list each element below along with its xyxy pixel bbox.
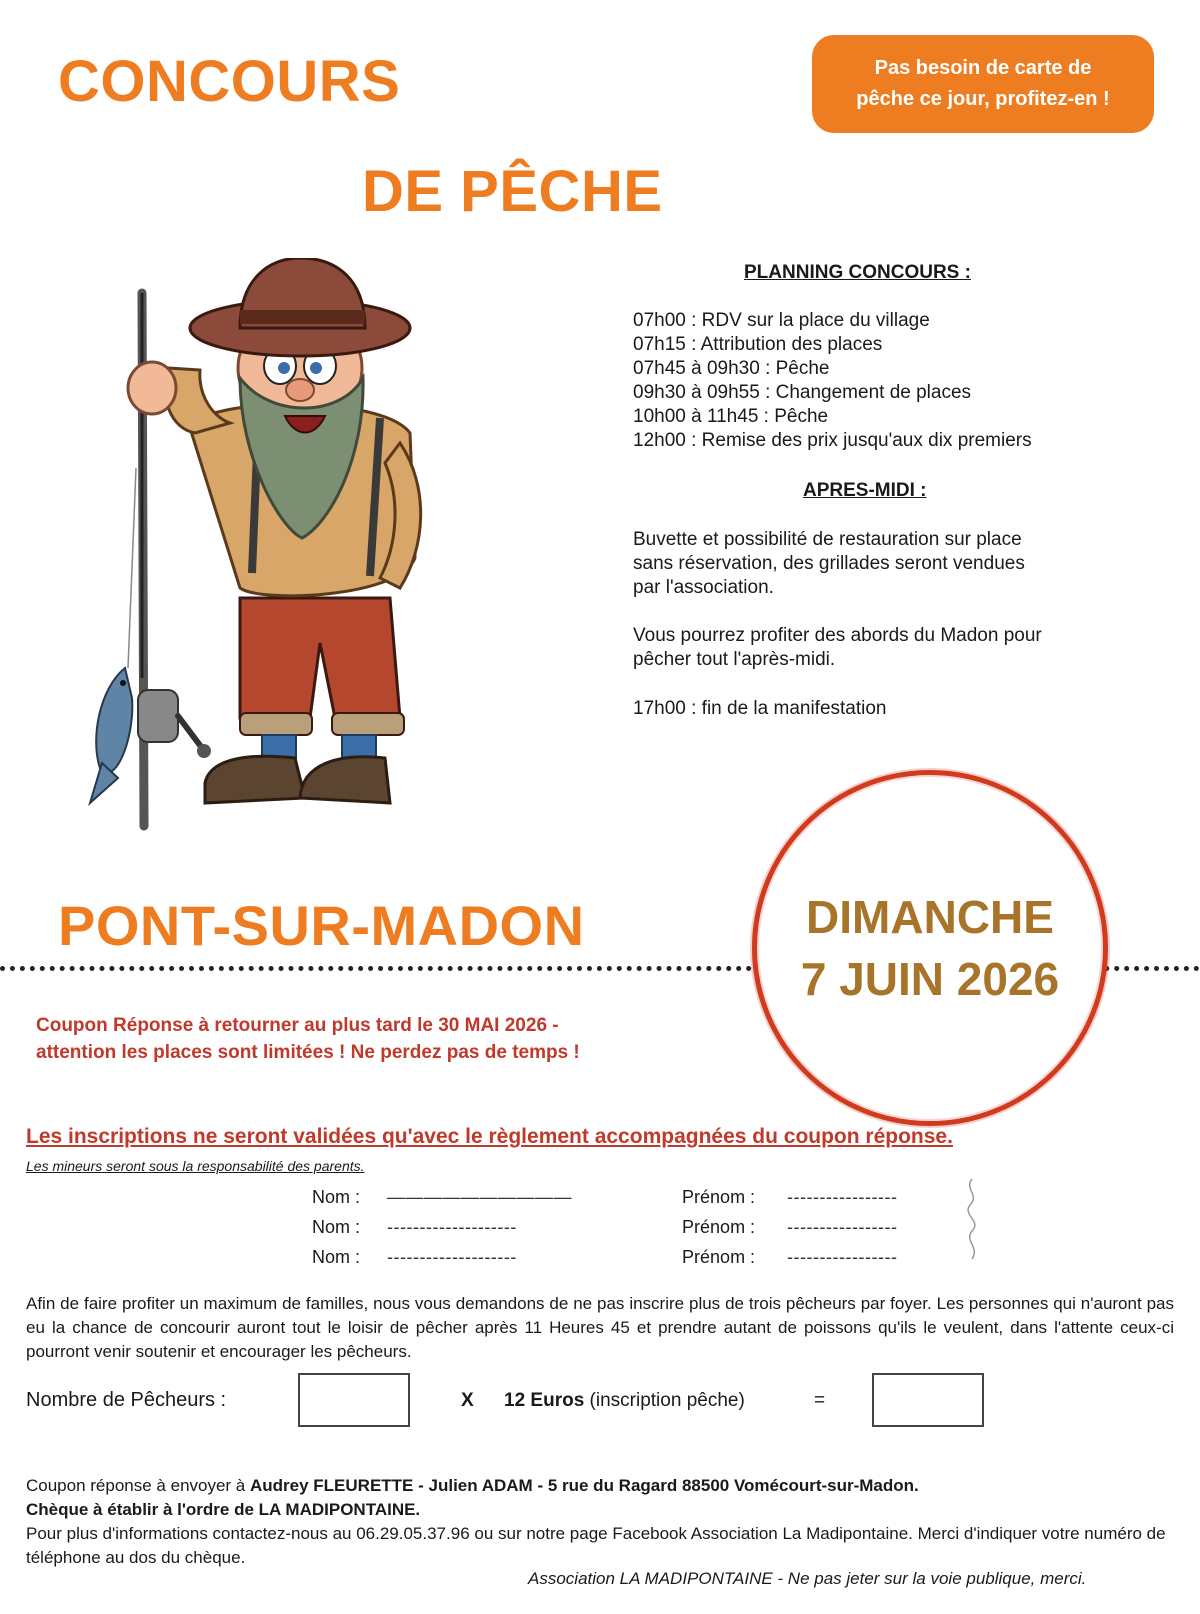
registration-notice: Les inscriptions ne seront validées qu'avec le règlement accompagnées du coupon réponse. [26, 1125, 953, 1148]
fisherman-illustration [80, 258, 440, 858]
name-row [312, 1247, 897, 1268]
text-line: par l'association. [633, 577, 774, 598]
equals-sign: = [814, 1390, 826, 1411]
text-line: Buvette et possibilité de restauration sur place [633, 529, 1022, 550]
stamp-date: 7 JUIN 2026 [800, 953, 1060, 1005]
number-of-fishers-box[interactable] [298, 1373, 410, 1427]
scribble-mark [960, 1175, 986, 1265]
schedule-item: 10h00 à 11h45 : Pêche [633, 406, 829, 427]
address-text: Audrey FLEURETTE - Julien ADAM - 5 rue du Ragard 88500 Vomécourt-sur-Madon. [250, 1476, 919, 1495]
town-name: PONT-SUR-MADON [58, 894, 585, 957]
nom-label: Nom : [312, 1217, 361, 1237]
family-limit-text: Afin de faire profiter un maximum de familles, nous vous demandons de ne pas inscrire plus de trois pêcheurs par foyer. Les personnes qui n'auront pas eu la chance de concourir auront tout le loisir de pêcher après 11 Heures 45 et prendre autant de poissons qu'ils le veulent, dans l'attente ceux-ci pourront venir soutenir et encourager les pêcheurs. [26, 1294, 1174, 1361]
prenom-label: Prénom : [682, 1217, 756, 1237]
name-row [312, 1187, 897, 1208]
text-line: sans réservation, des grillades seront vendues [633, 553, 1025, 574]
text-line: Coupon réponse à envoyer à [26, 1476, 250, 1495]
association-signature: Association LA MADIPONTAINE - Ne pas jeter sur la voie publique, merci. [528, 1569, 1087, 1588]
prenom-field[interactable]: ----------------- [787, 1247, 898, 1267]
afternoon-refreshments-text [633, 528, 1133, 600]
no-license-badge [812, 35, 1154, 133]
planning-schedule [633, 309, 1032, 453]
minors-notice: Les mineurs seront sous la responsabilité des parents. [26, 1158, 365, 1174]
prenom-field[interactable]: ----------------- [787, 1217, 898, 1237]
afternoon-fishing-text [633, 624, 1133, 672]
stamp-day: DIMANCHE [806, 891, 1054, 943]
badge-line-2: pêche ce jour, profitez-en ! [856, 88, 1110, 110]
prenom-label: Prénom : [682, 1247, 756, 1267]
schedule-item: 07h00 : RDV sur la place du village [633, 310, 930, 331]
price-detail: (inscription pêche) [584, 1390, 745, 1411]
schedule-item: 07h45 à 09h30 : Pêche [633, 358, 830, 379]
nom-field[interactable]: -------------------- [387, 1217, 517, 1237]
afternoon-heading: APRES-MIDI : [803, 480, 927, 501]
nom-field[interactable]: —————————— [387, 1187, 573, 1207]
total-amount-box[interactable] [872, 1373, 984, 1427]
price-text [504, 1390, 745, 1412]
date-stamp [752, 770, 1108, 1126]
number-of-fishers-label: Nombre de Pêcheurs : [26, 1389, 227, 1411]
text-line: pêcher tout l'après-midi. [633, 649, 836, 670]
nom-label: Nom : [312, 1187, 361, 1207]
schedule-item: 12h00 : Remise des prix jusqu'aux dix premiers [633, 430, 1032, 451]
schedule-item: 07h15 : Attribution des places [633, 334, 883, 355]
coupon-deadline-note [36, 1012, 580, 1066]
prenom-field[interactable]: ----------------- [787, 1187, 898, 1207]
text-line: Coupon Réponse à retourner au plus tard le 30 MAI 2026 - [36, 1015, 559, 1036]
contact-info-text: Pour plus d'informations contactez-nous au 06.29.05.37.96 ou sur notre page Facebook Association La Madipontaine. Merci d'indiquer votre numéro de téléphone au dos du chèque. [26, 1524, 1166, 1567]
text-line: attention les places sont limitées ! Ne perdez pas de temps ! [36, 1042, 580, 1063]
title-de-peche: DE PÊCHE [362, 159, 663, 224]
nom-label: Nom : [312, 1247, 361, 1267]
text-line: Vous pourrez profiter des abords du Madon pour [633, 625, 1042, 646]
end-time-text: 17h00 : fin de la manifestation [633, 698, 887, 719]
name-row [312, 1217, 897, 1238]
multiply-sign: X [461, 1390, 474, 1411]
prenom-label: Prénom : [682, 1187, 756, 1207]
footer-address-line [26, 1474, 1176, 1498]
cheque-instruction: Chèque à établir à l'ordre de LA MADIPONTAINE. [26, 1500, 421, 1519]
title-concours: CONCOURS [58, 49, 401, 114]
footer-contact [26, 1474, 1176, 1570]
badge-line-1: Pas besoin de carte de [874, 57, 1092, 79]
price-amount: 12 Euros [504, 1390, 585, 1411]
schedule-item: 09h30 à 09h55 : Changement de places [633, 382, 972, 403]
nom-field[interactable]: -------------------- [387, 1247, 517, 1267]
planning-heading: PLANNING CONCOURS : [744, 262, 971, 283]
